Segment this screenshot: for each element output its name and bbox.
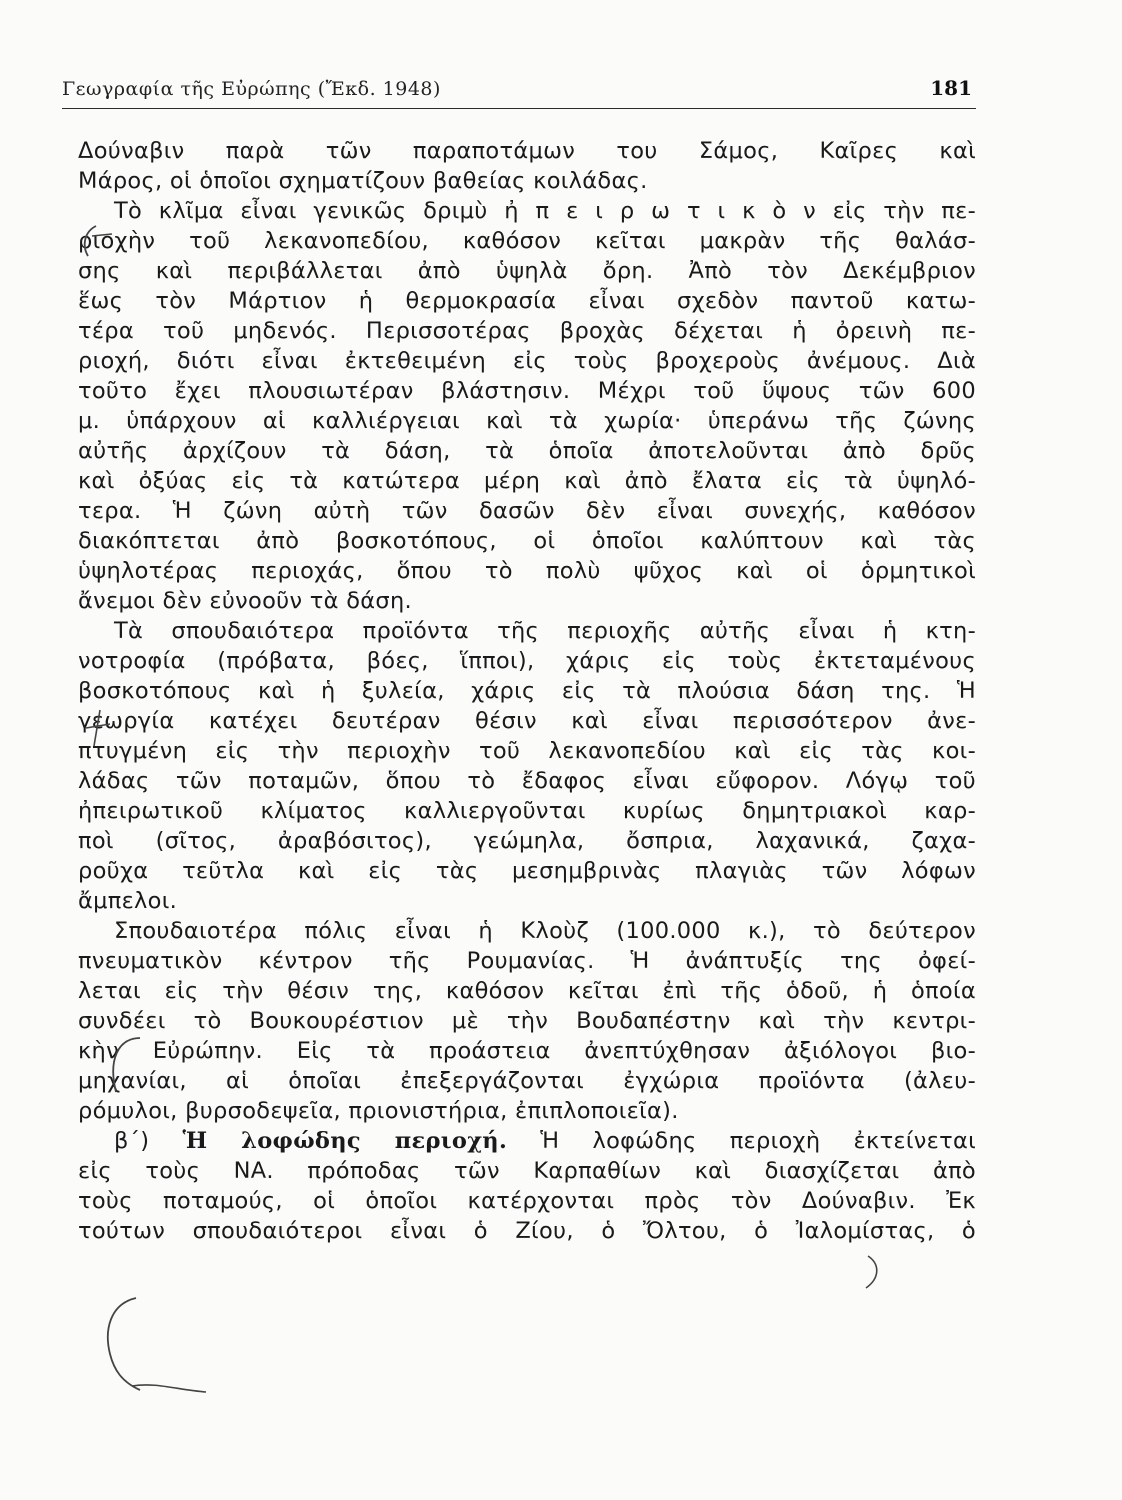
- section-heading-rest: Ἡ λοφώδης περιοχὴ ἐκτείνεται: [507, 1128, 977, 1154]
- text-line: αὐτῆς ἀρχίζουν τὰ δάση, τὰ ὁποῖα ἀποτελοῦνται ἀπὸ δρῦς: [78, 438, 976, 464]
- text-line: σης καὶ περιβάλλεται ἀπὸ ὑψηλὰ ὄρη. Ἀπὸ τὸν Δεκέμβριον: [78, 258, 976, 284]
- text-line: τοῦτο ἔχει πλουσιωτέραν βλάστησιν. Μέχρι τοῦ ὕψους τῶν 600: [78, 378, 976, 404]
- text-line: Μάρος, οἱ ὁποῖοι σχηματίζουν βαθείας κοιλάδας.: [78, 168, 648, 194]
- text-line: ὑψηλοτέρας περιοχάς, ὅπου τὸ πολὺ ψῦχος καὶ οἱ ὁρμητικοὶ: [78, 558, 976, 584]
- text-line: τοὺς ποταμούς, οἱ ὁποῖοι κατέρχονται πρὸς τὸν Δούναβιν. Ἐκ: [78, 1188, 976, 1214]
- body-text: [78, 136, 976, 1246]
- text-line: συνδέει τὸ Βουκουρέστιον μὲ τὴν Βουδαπέστην καὶ τὴν κεντρι-: [78, 1008, 976, 1034]
- text-line: ρόμυλοι, βυρσοδεψεῖα, πριονιστήρια, ἐπιπλοποιεῖα).: [78, 1098, 679, 1124]
- section-label: β΄): [114, 1128, 150, 1154]
- text-line: ἄνεμοι δὲν εὐνοοῦν τὰ δάση.: [78, 588, 412, 614]
- pencil-bracket-icon: [860, 1252, 890, 1292]
- text-line: διακόπτεται ἀπὸ βοσκοτόπους, οἱ ὁποῖοι καλύπτουν καὶ τὰς: [78, 528, 976, 554]
- text-line: πνευματικὸν κέντρον τῆς Ρουμανίας. Ἡ ἀνάπτυξίς της ὀφεί-: [78, 948, 976, 974]
- page-number: 181: [930, 76, 972, 100]
- text-line: ἄμπελοι.: [78, 888, 178, 914]
- section-heading: Ἡ λοφώδης περιοχή.: [182, 1128, 508, 1154]
- running-title: Γεωγραφία τῆς Εὐρώπης (Ἔκδ. 1948): [62, 78, 441, 100]
- text-line: τέρα τοῦ μηδενός. Περισσοτέρας βροχὰς δέχεται ἡ ὀρεινὴ πε-: [78, 318, 976, 344]
- text-line: Δούναβιν παρὰ τῶν παραποτάμων του Σάμος, Καῖρες καὶ: [78, 138, 976, 164]
- running-header: [62, 74, 976, 109]
- text-line: ροῦχα τεῦτλα καὶ εἰς τὰς μεσημβρινὰς πλαγιὰς τῶν λόφων: [78, 858, 976, 884]
- text-line: καὶ ὀξύας εἰς τὰ κατώτερα μέρη καὶ ἀπὸ ἔλατα εἰς τὰ ὑψηλό-: [78, 468, 976, 494]
- text-line: γεωργία κατέχει δευτέραν θέσιν καὶ εἶναι περισσότερον ἀνε-: [78, 708, 976, 734]
- text-line: ριοχή, διότι εἶναι ἐκτεθειμένη εἰς τοὺς βροχεροὺς ἀνέμους. Διὰ: [78, 348, 976, 374]
- text-line: εἰς τοὺς ΝΑ. πρόποδας τῶν Καρπαθίων καὶ διασχίζεται ἀπὸ: [78, 1158, 976, 1184]
- pencil-circle-icon: [96, 1290, 216, 1420]
- text-line: ἕως τὸν Μάρτιον ἡ θερμοκρασία εἶναι σχεδὸν παντοῦ κατω-: [78, 288, 976, 314]
- text-line: λεται εἰς τὴν θέσιν της, καθόσον κεῖται ἐπὶ τῆς ὁδοῦ, ἡ ὁποία: [78, 978, 976, 1004]
- text-line: ριοχὴν τοῦ λεκανοπεδίου, καθόσον κεῖται μακρὰν τῆς θαλάσ-: [78, 228, 976, 254]
- text-line: μ. ὑπάρχουν αἱ καλλιέργειαι καὶ τὰ χωρία· ὑπεράνω τῆς ζώνης: [78, 408, 976, 434]
- text-line: νοτροφία (πρόβατα, βόες, ἵπποι), χάρις εἰς τοὺς ἐκτεταμένους: [78, 648, 976, 674]
- text-line: κὴν Εὐρώπην. Εἰς τὰ προάστεια ἀνεπτύχθησαν ἀξιόλογοι βιο-: [78, 1038, 976, 1064]
- text-line: ποὶ (σῖτος, ἀραβόσιτος), γεώμηλα, ὄσπρια, λαχανικά, ζαχα-: [78, 828, 976, 854]
- text-line: πτυγμένη εἰς τὴν περιοχὴν τοῦ λεκανοπεδίου καὶ εἰς τὰς κοι-: [78, 738, 976, 764]
- section-heading-line: [78, 1126, 976, 1156]
- text-line: τούτων σπουδαιότεροι εἶναι ὁ Ζίου, ὁ Ὄλτου, ὁ Ἰαλομίστας, ὁ: [78, 1218, 976, 1244]
- text-line: μηχανίαι, αἱ ὁποῖαι ἐπεξεργάζονται ἐγχώρια προϊόντα (ἀλευ-: [78, 1068, 976, 1094]
- text-line: λάδας τῶν ποταμῶν, ὅπου τὸ ἔδαφος εἶναι εὔφορον. Λόγῳ τοῦ: [78, 768, 976, 794]
- text-line: τερα. Ἡ ζώνη αὐτὴ τῶν δασῶν δὲν εἶναι συνεχής, καθόσον: [78, 498, 976, 524]
- text-line: βοσκοτόπους καὶ ἡ ξυλεία, χάρις εἰς τὰ πλούσια δάση της. Ἡ: [78, 678, 976, 704]
- text-line: Σπουδαιοτέρα πόλις εἶναι ἡ Κλοὺζ (100.000 κ.), τὸ δεύτερον: [114, 918, 976, 944]
- text-line: Τὰ σπουδαιότερα προϊόντα τῆς περιοχῆς αὐτῆς εἶναι ἡ κτη-: [114, 618, 976, 644]
- text-line: Τὸ κλῖμα εἶναι γενικῶς δριμὺ ἠ π ε ι ρ ω τ ι κ ὸ ν εἰς τὴν πε-: [114, 198, 976, 224]
- text-line: ἠπειρωτικοῦ κλίματος καλλιεργοῦνται κυρίως δημητριακοὶ καρ-: [78, 798, 976, 824]
